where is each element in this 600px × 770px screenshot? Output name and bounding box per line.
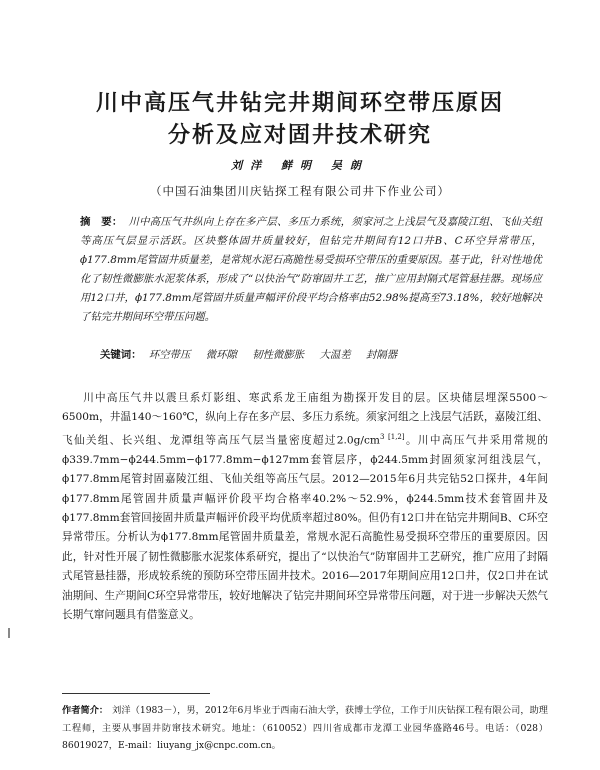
author-name: 鲜明 (281, 159, 319, 172)
introduction-paragraph (62, 389, 548, 625)
keywords (100, 346, 550, 361)
superscript-citation: 3 [1,2] (379, 432, 405, 441)
keyword: 韧性微膨胀 (252, 349, 305, 361)
author-name: 刘洋 (231, 159, 270, 172)
author-name: 吴朗 (330, 159, 369, 172)
abstract-label: 摘 要： (80, 216, 123, 228)
keyword: 大温差 (319, 349, 351, 361)
author-list (0, 157, 600, 173)
footnote-label: 作者简介： (62, 705, 109, 716)
author-footnote (62, 702, 548, 755)
paper-title-line-2: 分析及应对固井技术研究 (167, 123, 432, 148)
affiliation: （中国石油集团川庆钻探工程有限公司井下作业公司） (150, 184, 450, 198)
abstract (80, 213, 542, 327)
paper-title-line-1: 川中高压气井钻完井期间环空带压原因 (95, 91, 504, 116)
keywords-label: 关键词： (100, 349, 142, 361)
keyword: 环空带压 (148, 349, 191, 361)
keyword: 微环隙 (205, 349, 237, 361)
footnote-text: 刘洋（1983－），男，2012年6月毕业于西南石油大学，获博士学位，工作于川庆钻探工程有限公司，助理工程师，主要从事固井防窜技术研究。地址：（610052）四川省成都市龙潭工业园华盛路46号。电话：（028）86019027，E-mail：liuyang_jx@cnpc.com.cn。 (62, 705, 548, 751)
scan-margin-mark (8, 628, 10, 638)
abstract-text: 川中高压气井纵向上存在多产层、多压力系统，须家河之上浅层气及嘉陵江组、飞仙关组等高压气层显示活跃。区块整体固井质量较好，但钻完井期间有12口井B、C环空异常带压，ϕ177.8mm尾管固井质量差，是常规水泥石高脆性易受损环空带压的重要原因。基于此，针对性地优化了韧性微膨胀水泥浆体系，形成了“以快治气”防窜固井工艺，推广应用封隔式尾管悬挂器。现场应用12口井，ϕ177.8mm尾管固井质量声幅评价段平均合格率由52.98%提高至73.18%，较好地解决了钻完井期间环空带压问题。 (80, 216, 543, 323)
paragraph-text-post: 。川中高压气井采用常规的ϕ339.7mm−ϕ244.5mm−ϕ177.8mm−ϕ127mm套管层序，ϕ244.5mm封固须家河组浅层气，ϕ177.8mm尾管封固嘉陵江组、飞仙关组等高压气层。2012—2015年6月共完钻52口探井，4年间ϕ177.8mm尾管固井质量声幅评价段平均合格率40.2%～52.9%，ϕ244.5mm技术套管固井及ϕ177.8mm套管回接固井质量声幅评价段平均优质率超过80%。但仍有12口井在钻完井期间B、C环空异常带压。分析认为ϕ177.8mm尾管固井质量差，常规水泥石高脆性易受损环空带压的重要原因。因此，针对性开展了韧性微膨胀水泥浆体系研究，提出了“以快治气”防窜固井工艺研究，推广应用了封隔式尾管悬挂器，形成较系统的预防环空带压固井技术。2016—2017年期间应用12口井，仅2口井在试油期间、生产期间C环空异常带压，较好地解决了钻完井期间环空异常带压问题，对于进一步解决天然气长期气窜问题具有借鉴意义。 (62, 434, 548, 621)
footnote-divider (62, 693, 210, 694)
paragraph-text-pre: 川中高压气井以震旦系灯影组、寒武系龙王庙组为勘探开发目的层。区块储层埋深5500～6500m，井温140～160℃，纵向上存在多产层、多压力系统。须家河组之上浅层气活跃，嘉陵江组、飞仙关组、长兴组、龙潭组等高压气层当量密度超过2.0g/cm (62, 392, 548, 447)
keyword: 封隔器 (365, 349, 398, 361)
